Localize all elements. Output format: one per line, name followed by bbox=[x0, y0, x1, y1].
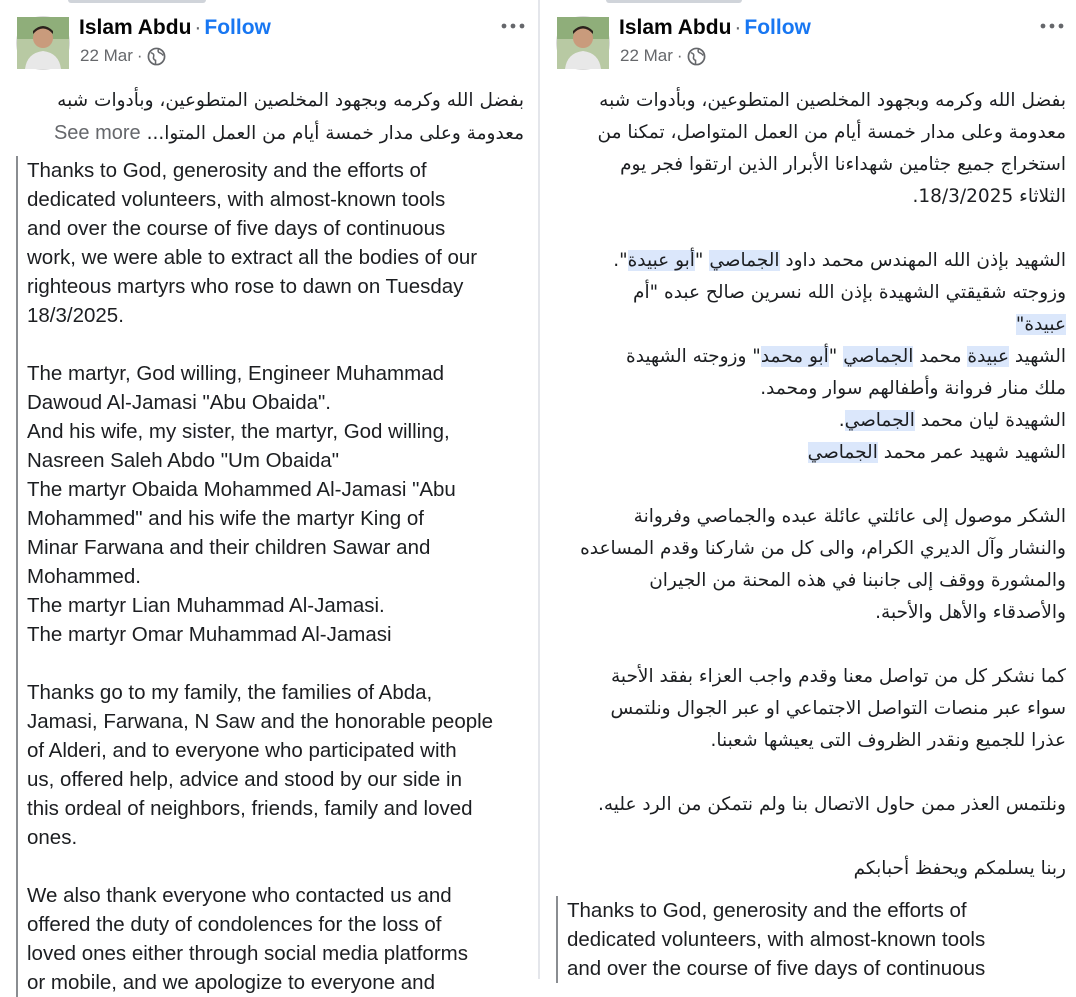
top-rule bbox=[606, 0, 742, 3]
meta-dot: · bbox=[676, 46, 683, 65]
highlighted-text: الجماصي bbox=[807, 442, 878, 463]
avatar[interactable] bbox=[556, 16, 610, 70]
arabic-paragraph-closing: ربنا يسلمكم ويحفظ أحبابكم bbox=[853, 858, 1066, 879]
arabic-line-truncated: معدومة وعلى مدار خمسة أيام من العمل المتوا... See more bbox=[53, 122, 524, 144]
highlighted-text: عبيدة bbox=[967, 346, 1010, 367]
avatar[interactable] bbox=[16, 16, 70, 70]
more-dots-icon bbox=[501, 23, 525, 29]
arabic-paragraph-martyrs: الشهيد بإذن الله المهندس محمد داود الجماصي "أبو عبيدة". وزوجته شقيقتي الشهيدة بإذن الله نسرين صالح عبده "أم عبيدة" الشهيد عبيدة محمد الجماصي "أبو محمد" وزوجته الشهيدة ملك منار فروانة وأطفالهم سوار ومحمد. الشهيدة ليان محمد الجماصي. الشهيد شهيد عمر محمد الجماصي bbox=[613, 250, 1066, 463]
follow-button[interactable]: Follow bbox=[204, 16, 271, 39]
highlighted-text: الجماصي bbox=[709, 250, 780, 271]
globe-icon bbox=[147, 47, 166, 66]
meta-dot: · bbox=[136, 46, 143, 65]
highlighted-text: أبو عبيدة bbox=[627, 250, 695, 271]
separator: · bbox=[194, 16, 202, 39]
author-line bbox=[619, 16, 811, 40]
arabic-paragraph-condolences: كما نشكر كل من تواصل معنا وقدم واجب العزاء بفقد الأحبة سواء عبر منصات التواصل الاجتماعي او عبر الجوال ونلتمس عذرا للجميع ونقدر الظروف التى يعيشها شعبنا. bbox=[610, 666, 1066, 751]
arabic-paragraph-thanks: الشكر موصول إلى عائلتي عائلة عبده والجماصي وفروانة والنشار وآل الديري الكرام، والى كل من شاركنا وقدم المساعده والمشورة ووقف إلى جانبنا في هذه المحنة من الجيران والأصدقاء والأهل والأحبة. bbox=[580, 506, 1066, 623]
more-dots-icon bbox=[1040, 23, 1064, 29]
arabic-paragraph-apology: ونلتمس العذر ممن حاول الاتصال بنا ولم نتمكن من الرد عليه. bbox=[597, 794, 1066, 815]
post-date[interactable]: 22 Mar bbox=[80, 46, 133, 65]
follow-button[interactable]: Follow bbox=[744, 16, 811, 39]
arabic-line: بفضل الله وكرمه وبجهود المخلصين المتطوعين، وبأدوات شبه bbox=[57, 90, 524, 111]
globe-icon bbox=[687, 47, 706, 66]
post-date[interactable]: 22 Mar bbox=[620, 46, 673, 65]
top-rule bbox=[68, 0, 206, 3]
author-name[interactable]: Islam Abdu bbox=[619, 16, 732, 39]
post-meta bbox=[80, 46, 166, 66]
post-meta bbox=[620, 46, 706, 66]
translation-block: Thanks to God, generosity and the efforts of dedicated volunteers, with almost-known tools and over the course of five days of continuous work, we were able to extract all the bodies of our righteous martyrs who rose to dawn on Tuesday 18/3/2025. The martyr, God willing, Engineer Muhammad Dawoud Al-Jamasi "Abu Obaida". And his wife, my sister, the martyr, God willing, Nasreen Saleh Abdo "Um Obaida" The martyr Obaida Mohammed Al-Jamasi "Abu Mohammed" and his wife the martyr King of Minar Farwana and their children Sawar and Mohammed. The martyr Lian Muhammad Al-Jamasi. The martyr Omar Muhammad Al-Jamasi Thanks go to my family, the families of Abda, Jamasi, Farwana, N Saw and the honorable people of Alderi, and to everyone who participated with us, offered help, advice and stood by our side in this ordeal of neighbors, friends, family and loved ones. We also thank everyone who contacted us and offered the duty of condolences for the loss of loved ones either through social media platforms or mobile, and we apologize to everyone and bbox=[16, 156, 527, 997]
arabic-post-body bbox=[552, 85, 1066, 885]
highlighted-text: أبو محمد bbox=[760, 346, 829, 367]
left-post bbox=[0, 0, 538, 994]
avatar-photo bbox=[557, 17, 609, 69]
arabic-paragraph: بفضل الله وكرمه وبجهود المخلصين المتطوعين، وبأدوات شبه معدومة وعلى مدار خمسة أيام من العمل المتواصل، تمكنا من استخراج جميع جثامين شهداءنا الأبرار الذين ارتقوا فجر يوم الثلاثاء 18/3/2025. bbox=[597, 90, 1066, 207]
highlighted-text: الجماصي bbox=[843, 346, 914, 367]
avatar-photo bbox=[17, 17, 69, 69]
highlighted-text: الجماصي bbox=[844, 410, 915, 431]
right-post bbox=[540, 0, 1076, 979]
author-name[interactable]: Islam Abdu bbox=[79, 16, 192, 39]
arabic-preview bbox=[24, 85, 524, 150]
more-options-button[interactable] bbox=[498, 14, 528, 38]
author-line bbox=[79, 16, 271, 40]
translation-block: Thanks to God, generosity and the efforts of dedicated volunteers, with almost-known tools and over the course of five days of continuous bbox=[556, 896, 1057, 983]
highlighted-text: عبيدة" bbox=[1015, 314, 1066, 335]
separator: · bbox=[734, 16, 742, 39]
more-options-button[interactable] bbox=[1037, 14, 1067, 38]
see-more-link[interactable]: See more bbox=[53, 122, 141, 144]
